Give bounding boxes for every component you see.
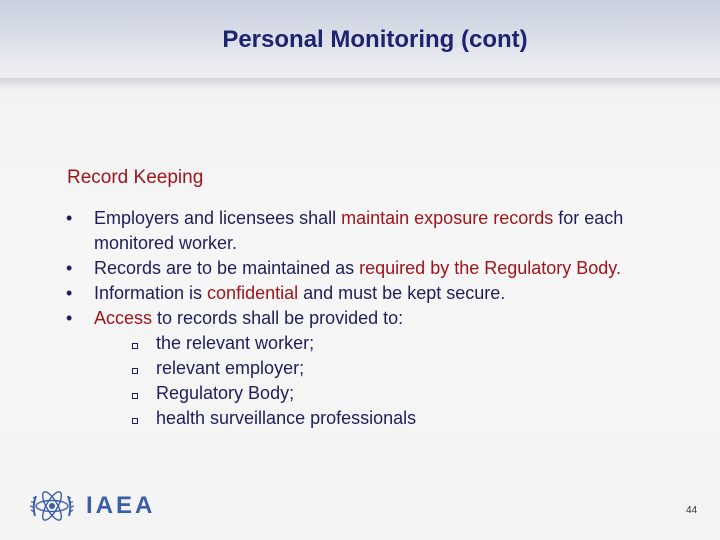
bullet-text: for each monitored worker. bbox=[94, 208, 624, 253]
highlight-text: required by the Regulatory Body. bbox=[359, 258, 621, 278]
highlight-text: maintain exposure records bbox=[341, 208, 554, 228]
bullet-item bbox=[66, 281, 666, 306]
bullet-list bbox=[66, 206, 666, 431]
bullet-text: and must be kept secure. bbox=[298, 283, 506, 303]
bullet-item bbox=[66, 206, 666, 256]
square-bullet-icon bbox=[132, 393, 138, 399]
sub-bullet-text: relevant employer; bbox=[156, 358, 305, 378]
highlight-text: Access bbox=[94, 308, 153, 328]
bullet-marker: • bbox=[66, 258, 73, 278]
bullet-marker: • bbox=[66, 208, 73, 228]
sub-bullet-item bbox=[128, 381, 666, 406]
bullet-text: Records are to be maintained as bbox=[94, 258, 360, 278]
bullet-marker: • bbox=[66, 308, 73, 328]
page-number: 44 bbox=[686, 505, 698, 516]
header-shadow bbox=[0, 78, 720, 90]
slide-subtitle: Record Keeping bbox=[67, 167, 204, 188]
bullet-text: to records shall be provided to: bbox=[152, 308, 404, 328]
bullet-item bbox=[66, 306, 666, 431]
bullet-text: Information is bbox=[94, 283, 208, 303]
sub-bullet-item bbox=[128, 406, 666, 431]
sub-bullet-text: the relevant worker; bbox=[156, 333, 315, 353]
square-bullet-icon bbox=[132, 343, 138, 349]
bullet-item bbox=[66, 256, 666, 281]
bullet-marker: • bbox=[66, 283, 73, 303]
sub-bullet-item bbox=[128, 331, 666, 356]
sub-bullet-text: Regulatory Body; bbox=[156, 383, 295, 403]
sub-bullet-text: health surveillance professionals bbox=[156, 408, 417, 428]
sub-bullet-list bbox=[94, 331, 666, 431]
square-bullet-icon bbox=[132, 368, 138, 374]
highlight-text: confidential bbox=[207, 283, 299, 303]
slide-title: Personal Monitoring (cont) bbox=[222, 26, 528, 53]
bullet-text: Employers and licensees shall bbox=[94, 208, 342, 228]
sub-bullet-item bbox=[128, 356, 666, 381]
logo-text: IAEA bbox=[86, 492, 156, 519]
square-bullet-icon bbox=[132, 418, 138, 424]
